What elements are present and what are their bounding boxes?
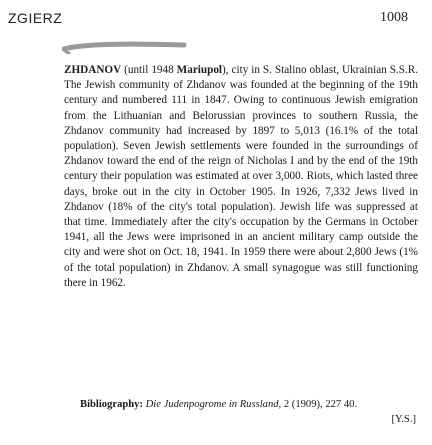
scan-mark [62, 40, 192, 54]
paren-open: (until 1948 [121, 64, 177, 76]
entry-body: city in S. Stalino oblast, Ukrainian S.S.R. The Jewish community of Zhdanov was founded at the beginning of the 19th century and numbered 111 in 1847. Owing to continuous Jewish emigration from the Lithuanian and Belorussian provinces to southern Russia, the Zhdanov community had increased by 1897 to 5,013 (16.1% of the total population). Seven Jewish settlements were founded in the surroundings of Zhdanov toward the end of the reign of Nicholas I and by the end of the 19th century their population was estimated at over 3,000. Riots, which lasted three days, broke out in the city in October 1905. In 1926, 7,332 Jews lived in Zhdanov (18% of the city's total population). Jewish life was suppressed at that time. Immediately after the city's occupation by the Germans in October 1941, all the Jews were imprisoned in an ancient military camp outside the city and were shot on Oct. 18, 1941. In 1959 there were about 2,800 Jews (1% of the total population) in Zhdanov. A small synagogue was still functioning there in 1962. [64, 64, 418, 289]
bibliography-label: Bibliography: [80, 399, 143, 410]
entry-headword: ZHDANOV [64, 64, 122, 76]
entry-paragraph [64, 63, 418, 291]
bibliography-details: 2 (1909), 227 40. [281, 399, 358, 410]
bibliography [80, 398, 418, 412]
paren-close: ), [222, 64, 232, 76]
encyclopedia-entry [64, 63, 418, 291]
bibliography-title: Die Judenpogrome in Russland, [145, 399, 282, 410]
page-number: 1008 [380, 10, 408, 25]
author-initials: [Y.S.] [391, 414, 416, 425]
former-name: Mariupol [176, 64, 223, 76]
running-head-title: ZGIERZ [8, 10, 63, 26]
